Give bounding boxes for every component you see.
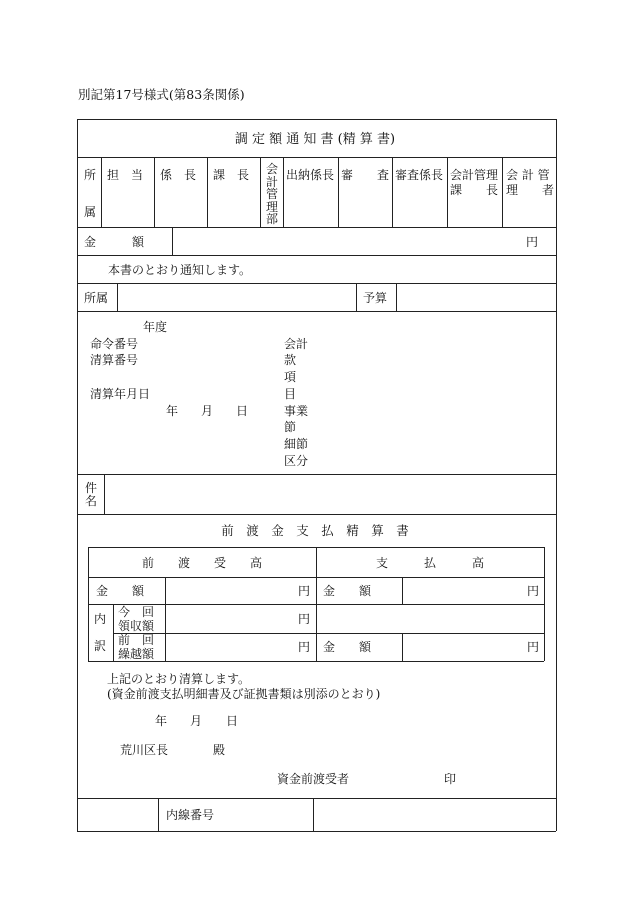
kubun-label: 区分 <box>284 454 309 468</box>
shinsa-label: 審 査 <box>341 168 390 182</box>
amount-label: 金 額 <box>84 235 145 249</box>
shozoku-bottom-label: 属 <box>84 205 97 219</box>
form-title: 調 定 額 通 知 書 (精 算 書) <box>234 132 396 147</box>
this-time-label-2: 領収額 <box>118 619 155 633</box>
settlement-note: (資金前渡支払明細書及び証拠書類は別添のとおり) <box>107 687 381 701</box>
kou-label: 項 <box>284 370 297 384</box>
amount-unit: 円 <box>526 235 539 249</box>
breakdown-label-bottom: 訳 <box>94 639 107 653</box>
saisetsu-label: 細節 <box>284 437 309 451</box>
notice-text: 本書のとおり通知します。 <box>108 263 252 277</box>
paid-amount-label: 金 額 <box>323 584 372 598</box>
setsu-label: 節 <box>284 420 297 434</box>
received-amount-unit: 円 <box>298 584 311 598</box>
subject-label: 件 名 <box>84 481 97 508</box>
kaikei-kanrisha-label-2: 理 者 <box>506 183 555 197</box>
kaikei-kanrisha-label-1: 会 計 管 <box>506 168 550 182</box>
settlement-date-month: 月 <box>201 404 214 418</box>
settlement-date-year: 年 <box>166 404 179 418</box>
settlement-number-label: 清算番号 <box>90 353 139 367</box>
kaikei-kanri-bu-label: 会 計 管 理 部 <box>265 162 278 227</box>
carryover-label-1: 前 回 <box>118 633 155 647</box>
fiscal-year-label: 年度 <box>143 320 168 334</box>
honorific: 殿 <box>213 743 226 757</box>
order-number-label: 命令番号 <box>90 337 139 351</box>
kaikei-kanri-kacho-label-1: 会計管理 <box>450 168 499 182</box>
budget-label: 予算 <box>363 291 388 305</box>
paid-amount-label-2: 金 額 <box>323 640 372 654</box>
settlement-date-day: 日 <box>236 404 249 418</box>
extension-label: 内線番号 <box>166 808 215 822</box>
carryover-unit: 円 <box>298 640 311 654</box>
dept-label: 所属 <box>84 291 109 305</box>
breakdown-label-top: 内 <box>94 612 107 626</box>
this-time-unit: 円 <box>298 612 311 626</box>
received-header: 前 渡 受 高 <box>141 556 262 570</box>
tanto-label: 担 当 <box>107 168 144 182</box>
recipient-label: 資金前渡受者 <box>277 772 350 786</box>
kan-label: 款 <box>284 353 297 367</box>
moku-label: 目 <box>284 387 297 401</box>
advance-section-title: 前 渡 金 支 払 精 算 書 <box>221 523 409 538</box>
paid-amount-unit-2: 円 <box>527 640 540 654</box>
shinsa-kakaricho-label: 審査係長 <box>395 168 444 182</box>
suitou-kakaricho-label: 出納係長 <box>286 168 335 182</box>
paid-amount-unit: 円 <box>527 584 540 598</box>
form-caption: 別記第17号様式(第83条関係) <box>78 87 245 102</box>
sign-date-month: 月 <box>190 714 203 728</box>
kaikei-label: 会計 <box>284 337 309 351</box>
carryover-label-2: 繰越額 <box>118 647 155 661</box>
kacho-label: 課 長 <box>213 168 250 182</box>
sign-date-day: 日 <box>226 714 239 728</box>
kakaricho-label: 係 長 <box>160 168 197 182</box>
seal-mark: 印 <box>444 772 457 786</box>
this-time-label-1: 今 回 <box>118 605 155 619</box>
settlement-date-label: 清算年月日 <box>90 387 151 401</box>
received-amount-label: 金 額 <box>96 584 145 598</box>
addressee: 荒川区長 <box>120 743 169 757</box>
sign-date-year: 年 <box>155 714 168 728</box>
paid-header: 支 払 高 <box>375 556 484 570</box>
settlement-text: 上記のとおり清算します。 <box>107 672 251 686</box>
kaikei-kanri-kacho-label-2: 課 長 <box>450 183 499 197</box>
jigyou-label: 事業 <box>284 404 309 418</box>
shozoku-top-label: 所 <box>84 168 97 182</box>
